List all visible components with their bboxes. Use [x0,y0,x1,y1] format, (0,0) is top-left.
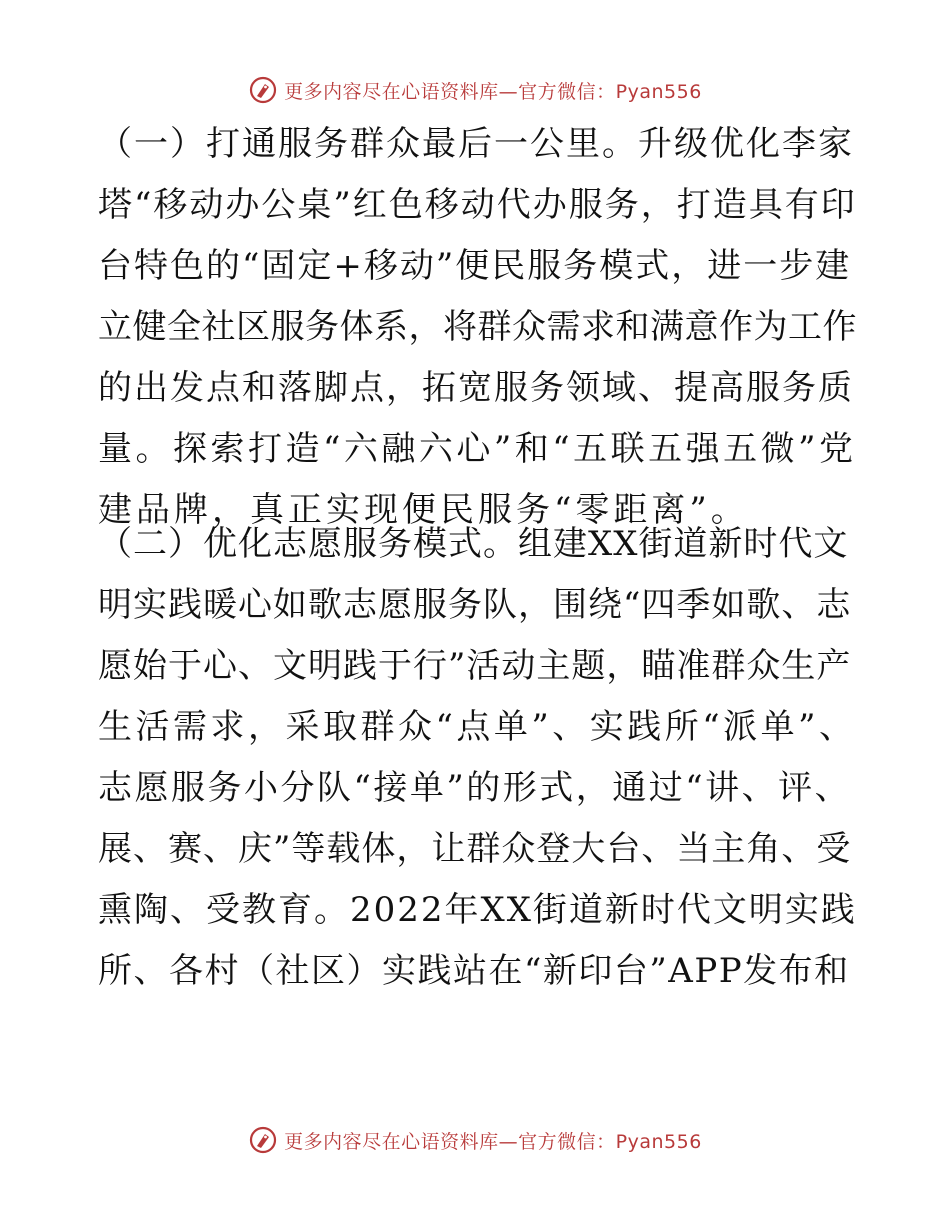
text-line: 建品牌，真正实现便民服务“零距离”。 [98,490,749,530]
text-line: 愿始于心、文明践于行”活动主题，瞄准群众生产 [98,646,852,686]
text-line: 生活需求，采取群众“点单”、实践所“派单”、 [98,707,857,747]
pen-nib-logo-icon [248,1125,278,1155]
text-line: 立健全社区服务体系，将群众需求和满意作为工作 [98,307,857,347]
text-line: 志愿服务小分队“接单”的形式，通过“讲、评、 [98,768,852,808]
paragraph-1 [98,114,858,541]
pen-nib-logo-icon [248,75,278,105]
paragraph-2 [98,514,858,1002]
text-line: 台特色的“固定+移动”便民服务模式，进一步建 [98,246,852,286]
watermark-text: 更多内容尽在心语资料库—官方微信：Pyan556 [284,80,702,103]
text-line: 展、赛、庆”等载体，让群众登大台、当主角、受 [98,829,852,869]
watermark-text: 更多内容尽在心语资料库—官方微信：Pyan556 [284,1130,702,1153]
footer-watermark [0,1120,950,1160]
text-line: （二）优化志愿服务模式。组建XX街道新时代文 [98,524,849,564]
text-line: （一）打通服务群众最后一公里。升级优化李家 [98,124,854,164]
text-line: 熏陶、受教育。2022年XX街道新时代文明实践 [98,890,857,930]
header-watermark [0,70,950,110]
text-line: 塔“移动办公桌”红色移动代办服务，打造具有印 [98,185,857,225]
text-line: 的出发点和落脚点，拓宽服务领域、提高服务质 [98,368,854,408]
text-line: 所、各村（社区）实践站在“新印台”APP发布和 [98,951,850,991]
text-line: 量。探索打造“六融六心”和“五联五强五微”党 [98,429,857,469]
text-line: 明实践暖心如歌志愿服务队，围绕“四季如歌、志 [98,585,852,625]
